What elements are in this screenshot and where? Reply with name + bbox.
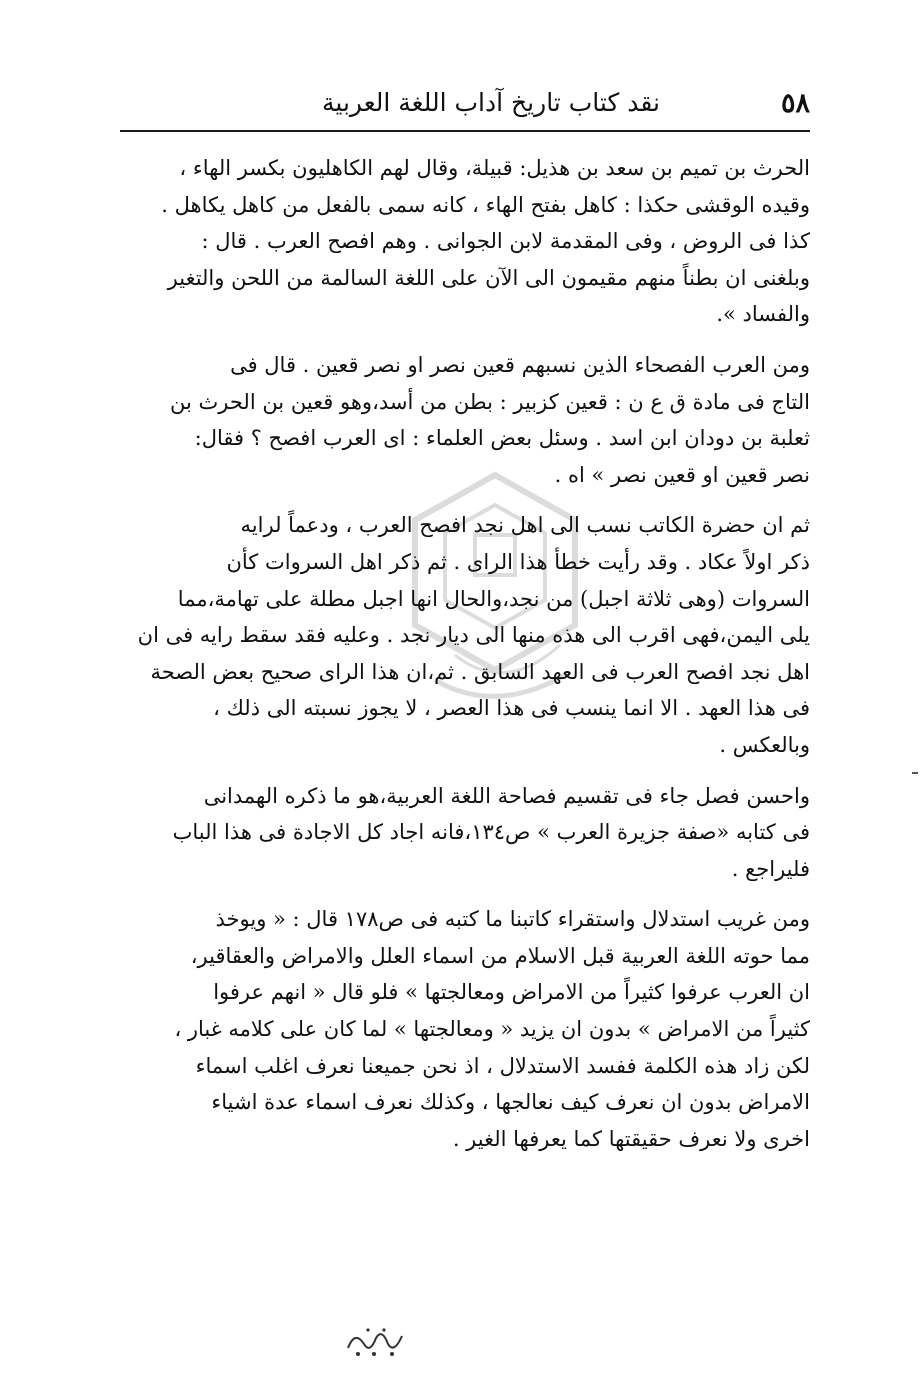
text-line: فى كتابه «صفة جزيرة العرب » ص١٣٤،فانه اجاد كل الاجادة فى هذا الباب [172, 820, 810, 845]
page-header [120, 84, 810, 128]
text-line: ثعلبة بن دودان ابن اسد . وسئل بعض العلماء : اى العرب افصح ؟ فقال: [194, 426, 810, 451]
text-line: ومن العرب الفصحاء الذين نسبهم قعين نصر او نصر قعين . قال فى [230, 352, 810, 377]
paragraph-5 [120, 901, 810, 1157]
text-line: السروات (وهى ثلاثة اجبل) من نجد،والحال انها اجبل مطلة على تهامة،مما [177, 586, 810, 611]
text-line: مما حوته اللغة العربية قبل الاسلام من اسماء العلل والامراض والعقاقير، [190, 943, 810, 968]
margin-mark [912, 772, 918, 774]
paragraph-2 [120, 347, 810, 493]
header-rule [120, 130, 810, 132]
text-line: كثيراً من الامراض » بدون ان يزيد « ومعالجتها » لما كان على كلامه غبار ، [174, 1017, 810, 1042]
text-line: اخرى ولا نعرف حقيقتها كما يعرفها الغير . [452, 1126, 810, 1151]
page-number: ٥٨ [780, 88, 810, 119]
text-line: وبالعكس . [719, 732, 810, 757]
text-line: ذكر اولاً عكاد . وقد رأيت خطأ هذا الراى . ثم ذكر اهل السروات كأن [226, 549, 810, 574]
text-line: فى هذا العهد . الا انما ينسب فى هذا العصر ، لا يجوز نسبته الى ذلك ، [213, 696, 810, 721]
text-line: الامراض بدون ان نعرف كيف نعالجها ، وكذلك نعرف اسماء عدة اشياء [211, 1090, 810, 1115]
text-line: فليراجع . [731, 856, 810, 881]
text-line: لكن زاد هذه الكلمة ففسد الاستدلال ، اذ نحن جميعنا نعرف اغلب اسماء [195, 1053, 810, 1078]
text-line: ومن غريب استدلال واستقراء كاتبنا ما كتبه فى ص١٧٨ قال : « ويوخذ [215, 907, 810, 932]
text-line: ثم ان حضرة الكاتب نسب الى اهل نجد افصح العرب ، ودعماً لرايه [240, 513, 810, 538]
text-line: التاج فى مادة ق ع ن : قعين كزبير : بطن من أسد،وهو قعين بن الحرث بن [170, 389, 810, 414]
text-line: اهل نجد افصح العرب فى العهد السابق . ثم،ان هذا الراى صحيح بعض الصحة [150, 659, 810, 684]
text-line: الحرث بن تميم بن سعد بن هذيل: قبيلة، وقال لهم الكاهليون بكسر الهاء ، [179, 156, 810, 180]
text-line: كذا فى الروض ، وفى المقدمة لابن الجوانى . وهم افصح العرب . قال : [201, 229, 810, 254]
paragraph-4 [120, 778, 810, 888]
text-line: والفساد ». [716, 302, 810, 327]
text-line: واحسن فصل جاء فى تقسيم فصاحة اللغة العربية،هو ما ذكره الهمدانى [203, 783, 810, 808]
text-line: نصر قعين او قعين نصر » اه . [554, 462, 810, 487]
footer-ornament [340, 1324, 410, 1360]
paragraph-1 [120, 150, 810, 333]
text-line: وقيده الوقشى حكذا : كاهل بفتح الهاء ، كانه سمى بالفعل من كاهل يكاهل . [161, 192, 810, 217]
text-line: يلى اليمن،فهى اقرب الى هذه منها الى ديار نجد . وعليه فقد سقط رايه فى ان [137, 623, 810, 648]
body-text [120, 150, 810, 1171]
text-line: ان العرب عرفوا كثيراً من الامراض ومعالجتها » فلو قال « انهم عرفوا [213, 980, 810, 1005]
paragraph-3 [120, 507, 810, 763]
running-title: نقد كتاب تاريخ آداب اللغة العربية [322, 88, 660, 117]
text-line: وبلغنى ان بطناً منهم مقيمون الى الآن على اللغة السالمة من اللحن والتغير [167, 265, 810, 290]
